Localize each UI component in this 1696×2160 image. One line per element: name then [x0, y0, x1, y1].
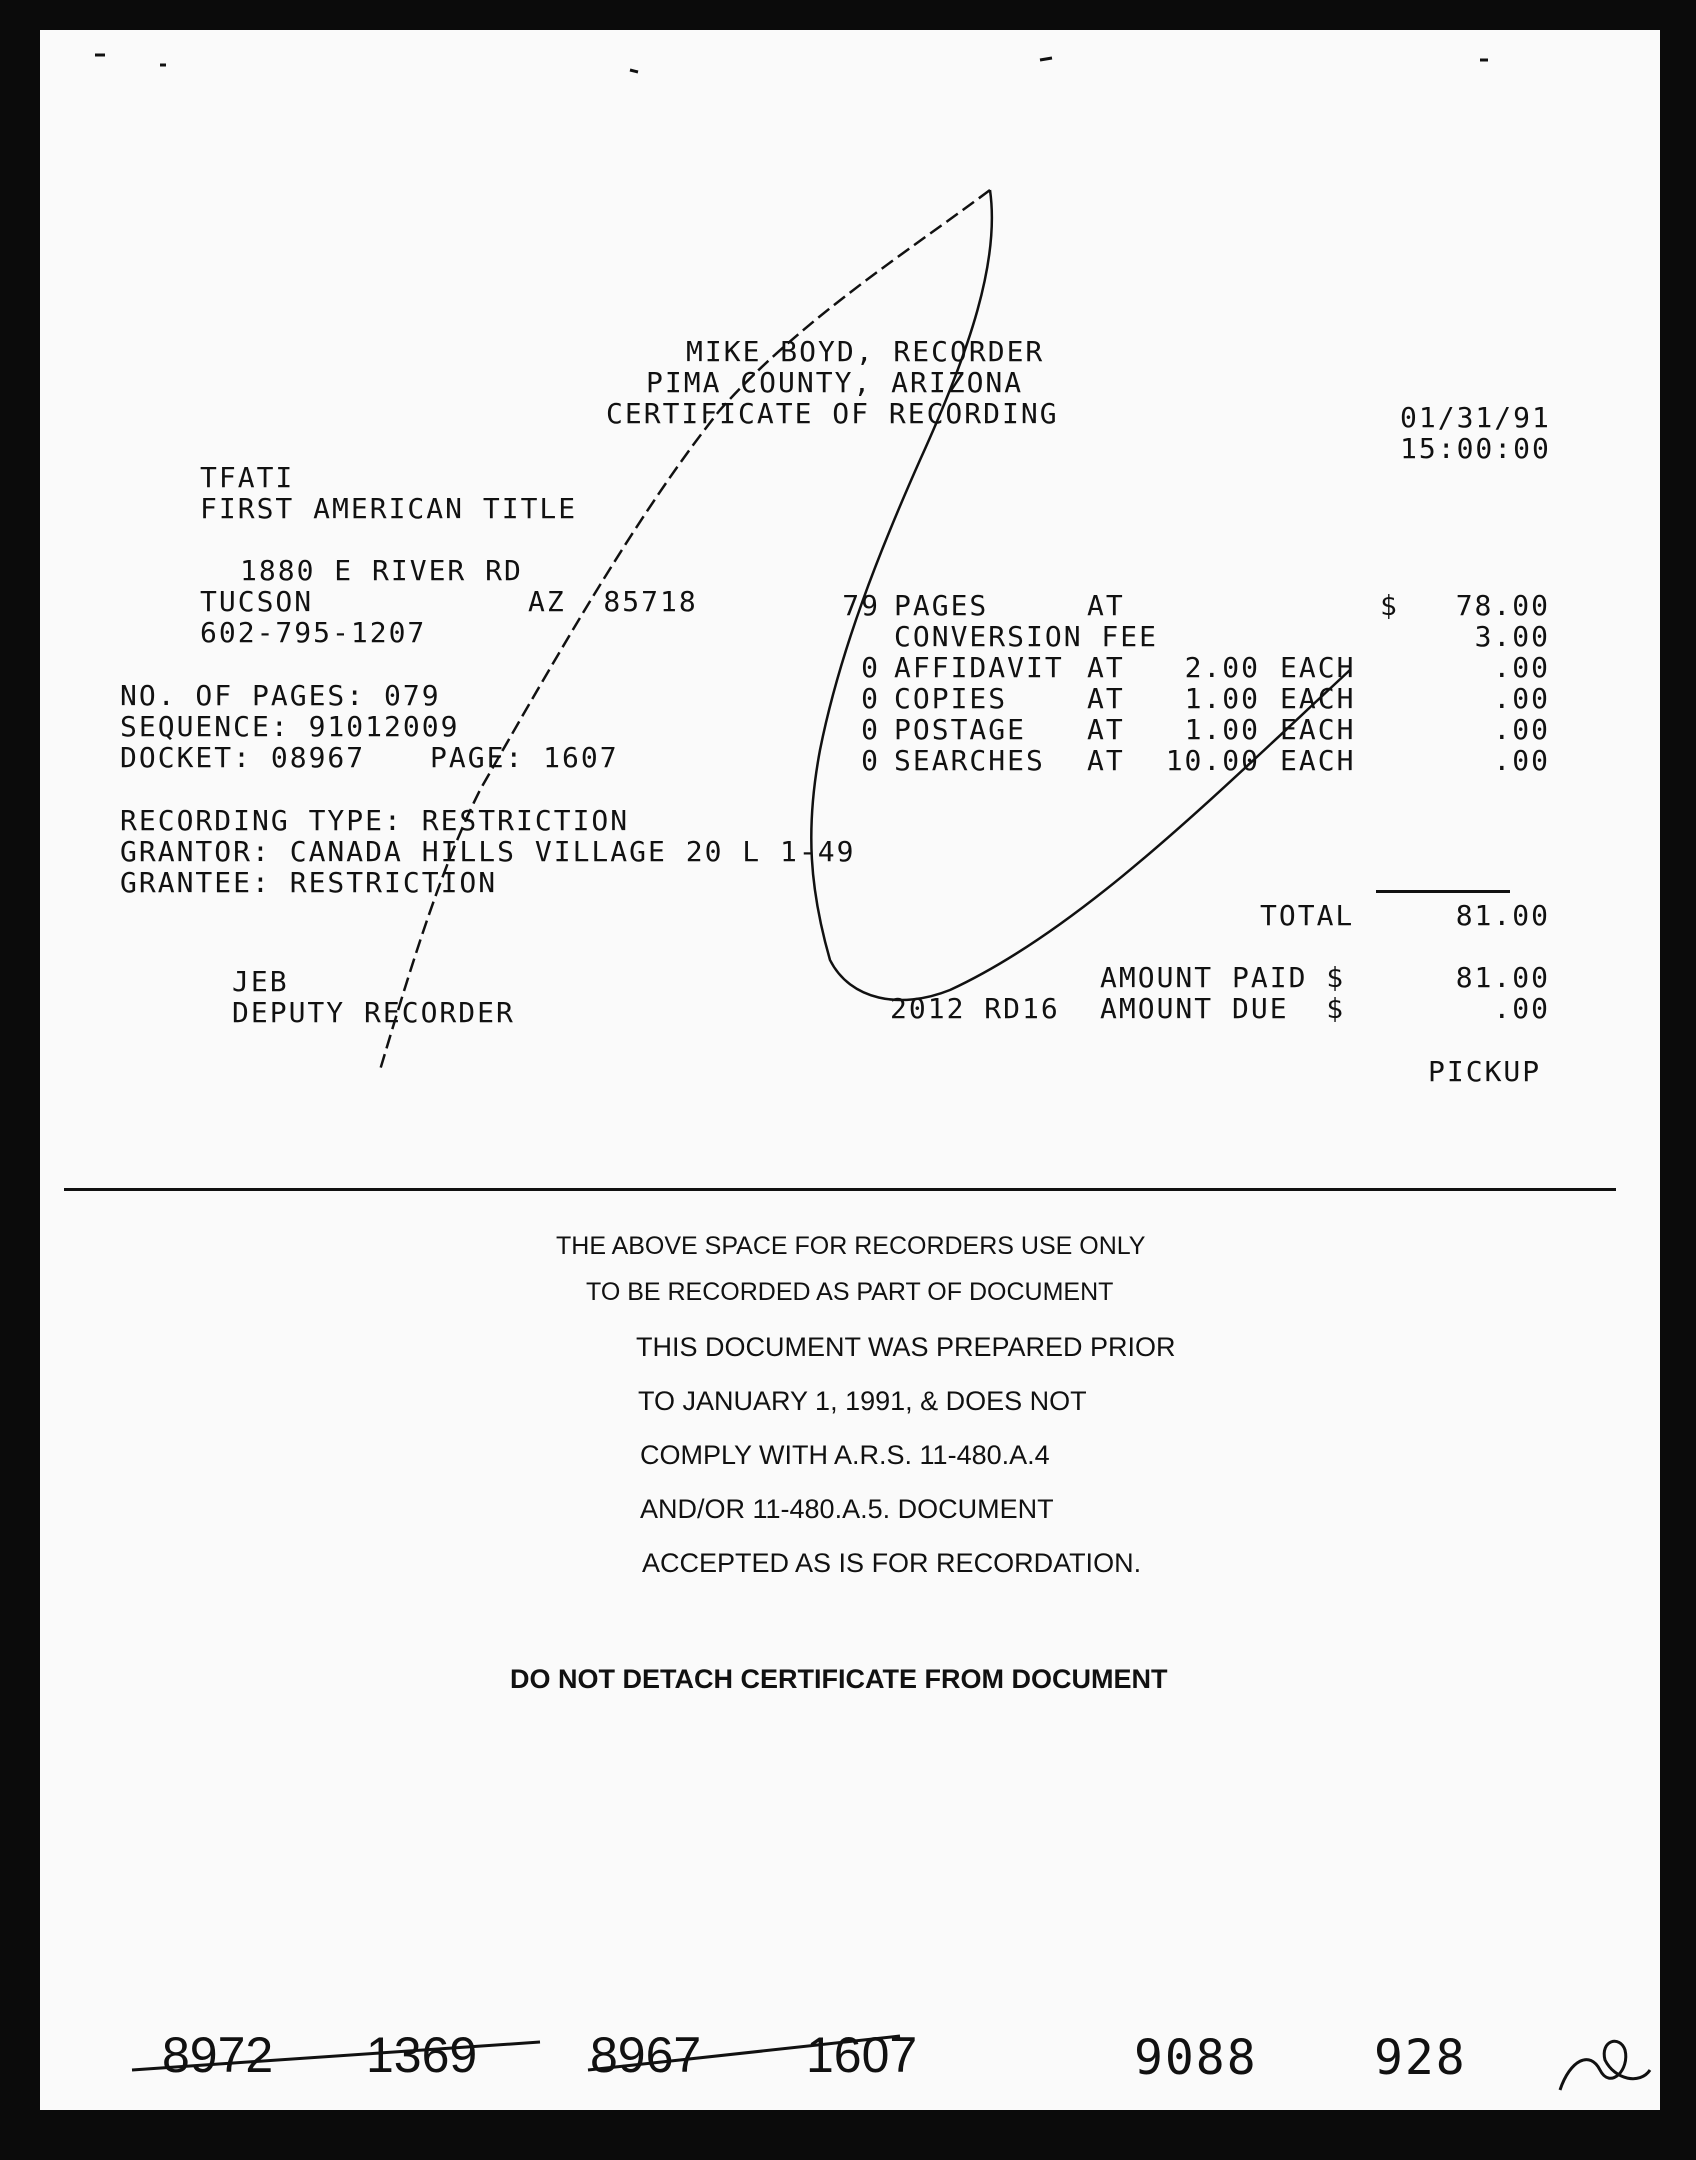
total-amount: 81.00: [1455, 899, 1550, 932]
detach-warning: DO NOT DETACH CERTIFICATE FROM DOCUMENT: [510, 1664, 1168, 1694]
fee-each: EACH: [1280, 682, 1356, 715]
fee-desc: POSTAGE: [894, 713, 1027, 746]
certificate-page: [40, 30, 1660, 2110]
compliance-line: THIS DOCUMENT WAS PREPARED PRIOR: [636, 1332, 1176, 1362]
footer-number: 8967: [590, 2027, 702, 2083]
fee-each: EACH: [1280, 713, 1356, 746]
fee-each: EACH: [1280, 651, 1356, 684]
footer-number: 1607: [806, 2027, 918, 2083]
fee-qty: 0: [861, 713, 880, 746]
fee-qty: 0: [861, 651, 880, 684]
recording-type: RECORDING TYPE: RESTRICTION: [120, 804, 630, 837]
pen-diagonal-mark: [380, 190, 990, 1070]
fee-at: AT: [1087, 682, 1125, 715]
fee-rate: 10.00: [1165, 744, 1260, 777]
fee-amount: 3.00: [1474, 620, 1550, 653]
footer-number: 1369: [366, 2027, 478, 2083]
amount-due-label: AMOUNT DUE $: [1100, 992, 1346, 1025]
docket-page: PAGE: 1607: [430, 741, 619, 774]
fee-desc: COPIES: [894, 682, 1008, 715]
fee-at: AT: [1087, 713, 1125, 746]
fee-at: AT: [1087, 744, 1125, 777]
submitter-city: TUCSON: [200, 585, 314, 618]
certificate-title: CERTIFICATE OF RECORDING: [606, 397, 1059, 430]
amount-paid-label: AMOUNT PAID $: [1100, 961, 1346, 994]
fee-qty: 79: [842, 589, 880, 622]
fee-at: AT: [1087, 589, 1125, 622]
fee-desc: SEARCHES: [894, 744, 1045, 777]
fee-each: EACH: [1280, 744, 1356, 777]
deputy-title: DEPUTY RECORDER: [232, 996, 515, 1029]
fee-amount: .00: [1493, 651, 1550, 684]
compliance-line: TO JANUARY 1, 1991, & DOES NOT: [638, 1386, 1087, 1416]
grantee: GRANTEE: RESTRICTION: [120, 866, 498, 899]
total-label: TOTAL: [1260, 899, 1355, 932]
footer-number: 8972: [162, 2027, 274, 2083]
fee-desc: CONVERSION FEE: [894, 620, 1159, 653]
fee-desc: AFFIDAVIT: [894, 651, 1064, 684]
county-name: PIMA COUNTY, ARIZONA: [646, 366, 1024, 399]
fee-at: AT: [1087, 651, 1125, 684]
submitter-street: 1880 E RIVER RD: [240, 554, 523, 587]
record-time: 15:00:00: [1400, 432, 1551, 465]
compliance-line: COMPLY WITH A.R.S. 11-480.A.4: [640, 1440, 1050, 1470]
submitter-code: TFATI: [200, 461, 295, 494]
register-code: 2012 RD16: [890, 992, 1060, 1025]
submitter-company: FIRST AMERICAN TITLE: [200, 492, 578, 525]
fee-amount: .00: [1493, 744, 1550, 777]
deputy-initials: JEB: [232, 965, 289, 998]
fee-amount: .00: [1493, 682, 1550, 715]
handwritten-marks: [40, 30, 1660, 2110]
signature-scribble: [1560, 2041, 1650, 2090]
page-count: NO. OF PAGES: 079: [120, 679, 441, 712]
footer-number: 928: [1374, 2030, 1467, 2086]
record-date: 01/31/91: [1400, 401, 1551, 434]
strike-through-line: [132, 2042, 540, 2070]
compliance-line: AND/OR 11-480.A.5. DOCUMENT: [640, 1494, 1054, 1524]
pen-loop-mark: [811, 190, 1350, 1000]
footer-number: 9088: [1134, 2030, 1258, 2086]
compliance-line: ACCEPTED AS IS FOR RECORDATION.: [642, 1548, 1142, 1578]
docket-number: DOCKET: 08967: [120, 741, 366, 774]
sequence-number: SEQUENCE: 91012009: [120, 710, 460, 743]
amount-due: .00: [1493, 992, 1550, 1025]
fee-amount: .00: [1493, 713, 1550, 746]
recorder-use-notice: THE ABOVE SPACE FOR RECORDERS USE ONLY: [556, 1232, 1146, 1260]
fee-qty: 0: [861, 744, 880, 777]
fee-desc: PAGES: [894, 589, 989, 622]
grantor: GRANTOR: CANADA HILLS VILLAGE 20 L 1-49: [120, 835, 856, 868]
scan-speck: [95, 55, 1488, 72]
recorded-part-notice: TO BE RECORDED AS PART OF DOCUMENT: [586, 1278, 1114, 1306]
submitter-phone: 602-795-1207: [200, 616, 427, 649]
fee-qty: 0: [861, 682, 880, 715]
fee-rate: 1.00: [1184, 682, 1260, 715]
submitter-state-zip: AZ 85718: [528, 585, 698, 618]
recorder-name: MIKE BOYD, RECORDER: [686, 335, 1045, 368]
amount-paid: 81.00: [1455, 961, 1550, 994]
pickup-label: PICKUP: [1428, 1055, 1542, 1088]
dollar-sign: $: [1380, 589, 1399, 622]
fee-rate: 1.00: [1184, 713, 1260, 746]
fee-rate: 2.00: [1184, 651, 1260, 684]
strike-through-line: [588, 2036, 900, 2070]
fee-amount: 78.00: [1455, 589, 1550, 622]
